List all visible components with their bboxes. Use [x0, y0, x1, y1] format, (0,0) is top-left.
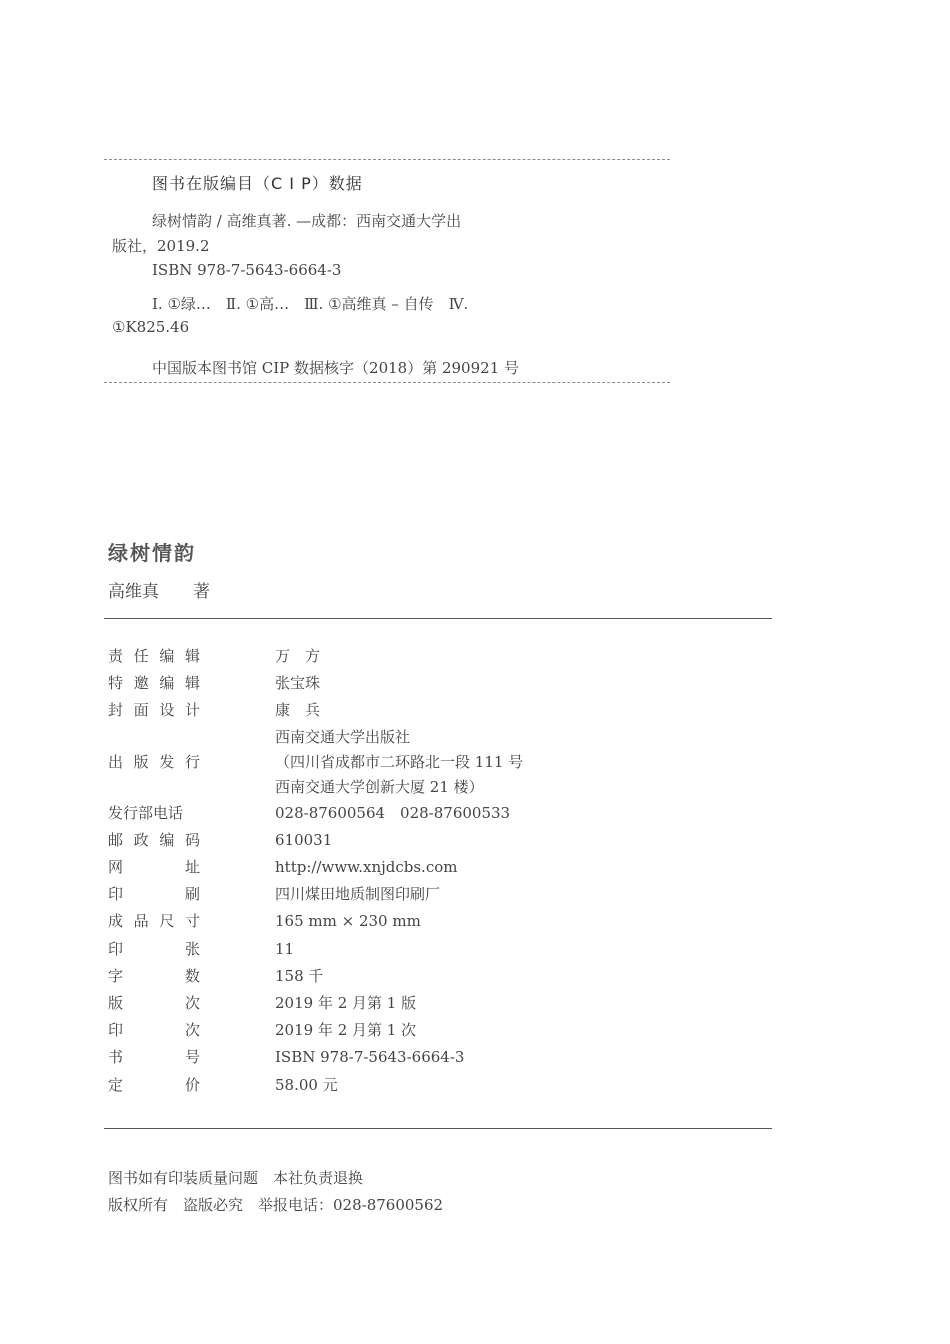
- credit-label-char: 书: [108, 1048, 124, 1067]
- credit-value: [275, 800, 510, 827]
- book-title: 绿树情韵: [108, 541, 196, 565]
- footer-line-1: 图书如有印装质量问题 本社负责退换: [108, 1169, 364, 1187]
- credit-label: [108, 936, 200, 963]
- credit-row: [108, 908, 708, 935]
- credit-label: [108, 990, 200, 1017]
- credit-value-line: 张宝珠: [275, 674, 321, 693]
- credit-label-char: 行: [184, 752, 200, 771]
- credit-value: [275, 936, 294, 963]
- credit-value-line: 11: [275, 939, 295, 958]
- credit-value-line: 2019 年 2 月第 1 版: [275, 994, 417, 1013]
- credit-label-char: 址: [184, 858, 200, 877]
- cip-top-divider: [104, 159, 670, 160]
- credit-label-char: 数: [184, 966, 200, 985]
- cip-line-3: ISBN 978-7-5643-6664-3: [152, 261, 342, 279]
- credit-label-char: 邀: [133, 674, 149, 693]
- credit-value-line: （四川省成都市二环路北一段 111 号: [275, 752, 524, 771]
- credit-label-char: 编: [159, 674, 175, 693]
- credit-row: [108, 800, 708, 827]
- credit-value-line: 西南交通大学出版社: [275, 727, 411, 746]
- credit-label: [108, 1072, 200, 1099]
- credit-value-line: 康 兵: [275, 701, 321, 720]
- credit-label: [108, 854, 200, 881]
- credit-value-line: http://www.xnjdcbs.com: [275, 858, 458, 877]
- credit-label: [108, 670, 200, 697]
- credit-label-char: 次: [184, 994, 200, 1013]
- credit-row: [108, 1017, 708, 1044]
- credit-value: [275, 725, 523, 800]
- book-author: 高维真 著: [108, 582, 210, 602]
- credit-value: [275, 697, 320, 724]
- credit-label: [108, 881, 200, 908]
- credit-label: [108, 697, 200, 724]
- credit-label: [108, 908, 200, 935]
- credit-label-char: 尺: [159, 912, 175, 931]
- credit-label: [108, 800, 200, 827]
- credit-label-char: 版: [133, 752, 149, 771]
- credit-label-char: 印: [108, 939, 124, 958]
- footer-line-2: 版权所有 盗版必究 举报电话：028-87600562: [108, 1196, 444, 1214]
- credit-row: [108, 725, 708, 800]
- credit-value: [275, 1044, 464, 1071]
- credit-label-char: 计: [184, 701, 200, 720]
- credit-label: [108, 827, 200, 854]
- credit-value: [275, 854, 457, 881]
- credit-value-line: 58.00 元: [275, 1075, 338, 1094]
- credit-label: [108, 1044, 200, 1071]
- credit-label-char: 印: [108, 885, 124, 904]
- credit-label-char: 定: [108, 1075, 124, 1094]
- cip-line-4: Ⅰ. ①绿… Ⅱ. ①高… Ⅲ. ①高维真 – 自传 Ⅳ.: [152, 295, 469, 313]
- cip-line-5: ①K825.46: [112, 318, 190, 336]
- credit-row: [108, 827, 708, 854]
- credit-value: [275, 990, 416, 1017]
- credit-value: [275, 1017, 416, 1044]
- credit-row: [108, 697, 708, 724]
- credit-value-line: 610031: [275, 830, 333, 849]
- credit-label: [108, 963, 200, 990]
- credit-value: [275, 963, 323, 990]
- credit-label-char: 设: [159, 701, 175, 720]
- title-divider: [104, 618, 772, 619]
- credit-value: [275, 643, 320, 670]
- credit-value-line: 158 千: [275, 966, 324, 985]
- credit-label: [108, 643, 200, 670]
- credit-row: [108, 670, 708, 697]
- credit-value: [275, 827, 332, 854]
- credit-label-char: 特: [108, 674, 124, 693]
- credit-row: [108, 854, 708, 881]
- credit-label-char: 封: [108, 701, 124, 720]
- credit-label-char: 邮: [108, 830, 124, 849]
- credit-label-char: 刷: [184, 885, 200, 904]
- credit-row: [108, 990, 708, 1017]
- credit-value-line: 西南交通大学创新大厦 21 楼）: [275, 777, 484, 796]
- credit-row: [108, 881, 708, 908]
- credit-label-char: 印: [108, 1021, 124, 1040]
- credit-value-line: 2019 年 2 月第 1 次: [275, 1021, 417, 1040]
- credits-table: [108, 643, 708, 1099]
- cip-title: 图书在版编目（C I P）数据: [152, 174, 363, 193]
- cip-line-1: 绿树情韵 / 高维真著. —成都：西南交通大学出: [152, 212, 462, 230]
- credit-label-char: 发行部电话: [108, 803, 184, 822]
- credit-value-line: ISBN 978-7-5643-6664-3: [275, 1048, 465, 1067]
- credit-value-line: 万 方: [275, 647, 321, 665]
- credit-value-line: 165 mm × 230 mm: [275, 912, 421, 931]
- credit-value-line: 四川煤田地质制图印刷厂: [275, 885, 441, 904]
- credit-label-char: 价: [184, 1075, 200, 1094]
- credit-row: [108, 643, 708, 670]
- credit-row: [108, 1044, 708, 1071]
- credit-label-char: 任: [133, 647, 149, 665]
- credit-label-char: 网: [108, 858, 124, 877]
- credit-label-char: 码: [184, 830, 200, 849]
- credit-row: [108, 936, 708, 963]
- credit-label-char: 责: [108, 647, 124, 665]
- credit-value-line: 028-87600564 028-87600533: [275, 803, 511, 822]
- credit-label-char: 张: [184, 939, 200, 958]
- credit-label: [108, 749, 200, 776]
- credit-value: [275, 670, 320, 697]
- credit-label-char: 面: [133, 701, 149, 720]
- credit-label-char: 出: [108, 752, 124, 771]
- credit-label-char: 政: [133, 830, 149, 849]
- cip-line-2: 版社，2019.2: [112, 237, 210, 255]
- credit-row: [108, 963, 708, 990]
- credit-label-char: 寸: [184, 912, 200, 931]
- credit-label-char: 编: [159, 830, 175, 849]
- credit-label-char: 版: [108, 994, 124, 1013]
- credit-label-char: 编: [159, 647, 175, 665]
- credit-label-char: 发: [159, 752, 175, 771]
- credit-value: [275, 908, 421, 935]
- credit-label-char: 品: [133, 912, 149, 931]
- credit-label-char: 辑: [184, 674, 200, 693]
- credit-label-char: 成: [108, 912, 124, 931]
- credits-bottom-divider: [104, 1128, 772, 1129]
- credit-label-char: 字: [108, 966, 124, 985]
- credit-label-char: 次: [184, 1021, 200, 1040]
- credit-label: [108, 1017, 200, 1044]
- cip-line-6: 中国版本图书馆 CIP 数据核字（2018）第 290921 号: [152, 359, 520, 377]
- credit-value: [275, 881, 440, 908]
- credit-value: [275, 1072, 338, 1099]
- credit-label-char: 辑: [184, 647, 200, 665]
- credit-label-char: 号: [184, 1048, 200, 1067]
- cip-bottom-divider: [104, 382, 670, 383]
- credit-row: [108, 1072, 708, 1099]
